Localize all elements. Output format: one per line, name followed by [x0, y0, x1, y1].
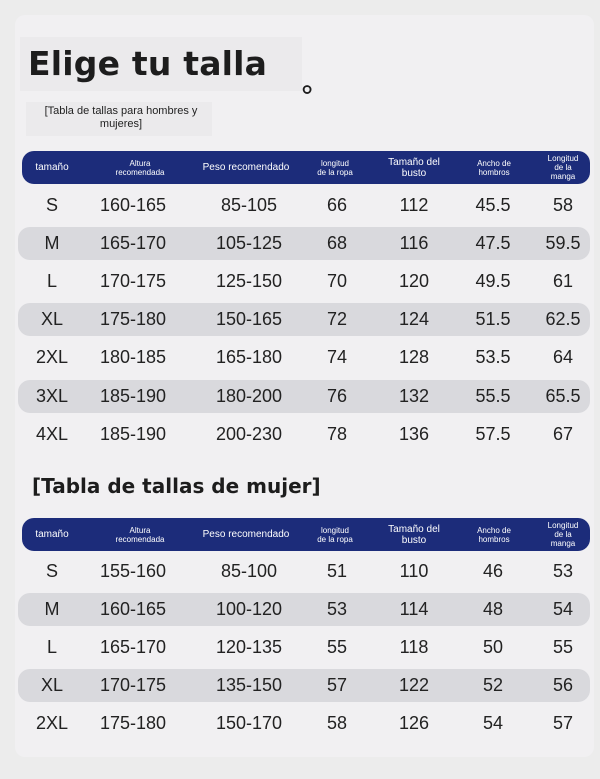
cell-size: 4XL	[35, 423, 69, 444]
cell-length: 72	[326, 309, 348, 330]
cell-sleeve: 67	[552, 423, 574, 444]
title-mark: 。	[302, 65, 331, 98]
cell-height: 160-165	[99, 195, 167, 215]
cell-height: 185-190	[99, 385, 167, 406]
cell-length: 68	[326, 233, 348, 254]
cell-sleeve: 57	[552, 713, 574, 734]
cell-weight: 135-150	[215, 675, 283, 696]
cell-length: 76	[326, 385, 348, 406]
cell-weight: 125-150	[215, 271, 283, 292]
cell-bust: 128	[398, 347, 430, 368]
page-title: Elige tu talla	[28, 44, 268, 83]
cell-height: 180-185	[99, 347, 167, 368]
header-bust: Tamaño del busto	[388, 523, 440, 546]
cell-bust: 124	[398, 309, 430, 330]
cell-height: 170-175	[99, 271, 167, 292]
cell-bust: 116	[399, 233, 429, 254]
cell-size: 3XL	[35, 385, 69, 406]
cell-bust: 132	[398, 385, 430, 406]
cell-weight: 85-100	[220, 561, 278, 581]
cell-shoulder: 47.5	[475, 233, 511, 254]
cell-bust: 110	[399, 561, 429, 581]
cell-sleeve: 59.5	[545, 233, 581, 254]
cell-height: 170-175	[99, 675, 167, 696]
header-shoulder: Ancho de hombros	[477, 525, 511, 544]
cell-weight: 85-105	[220, 195, 278, 215]
cell-length: 51	[326, 561, 348, 581]
cell-shoulder: 53.5	[475, 347, 511, 368]
header-weight: Peso recomendado	[202, 529, 290, 540]
cell-shoulder: 55.5	[475, 385, 511, 406]
header-sleeve: Longitud de la manga	[547, 521, 579, 548]
cell-size: 2XL	[35, 713, 69, 734]
header-bust: Tamaño del busto	[388, 156, 440, 179]
cell-sleeve: 58	[552, 195, 574, 215]
cell-height: 165-170	[99, 637, 167, 658]
header-sleeve: Longitud de la manga	[547, 154, 579, 181]
cell-size: XL	[40, 309, 64, 330]
cell-height: 175-180	[99, 309, 167, 330]
cell-sleeve: 65.5	[545, 385, 581, 406]
header-length: longitud de la ropa	[317, 158, 353, 177]
table1-subtitle: [Tabla de tallas para hombres y mujeres]	[44, 105, 198, 130]
header-height: Altura recomendada	[115, 525, 165, 544]
header-weight: Peso recomendado	[202, 162, 290, 173]
cell-height: 160-165	[99, 599, 167, 620]
cell-bust: 120	[398, 271, 430, 292]
cell-shoulder: 46	[482, 561, 504, 581]
cell-bust: 126	[398, 713, 430, 734]
cell-length: 74	[326, 347, 348, 368]
header-length: longitud de la ropa	[317, 525, 353, 544]
cell-bust: 114	[399, 599, 429, 620]
cell-size: XL	[40, 675, 64, 696]
table1-header	[22, 151, 590, 184]
cell-sleeve: 61	[552, 271, 574, 292]
cell-shoulder: 49.5	[475, 271, 511, 292]
cell-size: 2XL	[35, 347, 69, 368]
cell-weight: 180-200	[215, 385, 283, 406]
cell-weight: 120-135	[215, 637, 283, 658]
cell-height: 185-190	[99, 423, 167, 444]
cell-bust: 118	[399, 637, 429, 658]
cell-size: M	[44, 233, 60, 254]
cell-size: L	[46, 271, 58, 292]
cell-size: S	[45, 195, 59, 215]
cell-bust: 122	[398, 675, 430, 696]
cell-size: S	[45, 561, 59, 581]
cell-bust: 112	[399, 195, 429, 215]
table2-header	[22, 518, 590, 551]
cell-length: 66	[326, 195, 348, 215]
cell-shoulder: 52	[482, 675, 504, 696]
header-size: tamaño	[35, 529, 69, 540]
cell-length: 53	[326, 599, 348, 620]
cell-shoulder: 54	[482, 713, 504, 734]
cell-weight: 150-165	[215, 309, 283, 330]
cell-sleeve: 56	[552, 675, 574, 696]
cell-bust: 136	[398, 423, 430, 444]
cell-shoulder: 48	[482, 599, 504, 620]
cell-size: L	[46, 637, 58, 658]
header-size: tamaño	[35, 162, 69, 173]
cell-length: 70	[326, 271, 348, 292]
header-shoulder: Ancho de hombros	[477, 158, 511, 177]
header-height: Altura recomendada	[115, 158, 165, 177]
cell-length: 55	[326, 637, 348, 658]
cell-weight: 105-125	[215, 233, 283, 254]
cell-weight: 100-120	[215, 599, 283, 620]
cell-weight: 150-170	[215, 713, 283, 734]
table2-title: [Tabla de tallas de mujer]	[32, 474, 321, 498]
cell-shoulder: 50	[482, 637, 504, 658]
cell-size: M	[44, 599, 60, 620]
cell-sleeve: 64	[552, 347, 574, 368]
cell-sleeve: 62.5	[545, 309, 581, 330]
cell-shoulder: 57.5	[475, 423, 511, 444]
cell-shoulder: 51.5	[475, 309, 511, 330]
cell-height: 155-160	[99, 561, 167, 581]
cell-height: 165-170	[99, 233, 167, 254]
cell-weight: 165-180	[215, 347, 283, 368]
cell-weight: 200-230	[215, 423, 283, 444]
cell-height: 175-180	[99, 713, 167, 734]
cell-shoulder: 45.5	[475, 195, 511, 215]
cell-length: 57	[326, 675, 348, 696]
cell-sleeve: 55	[552, 637, 574, 658]
cell-length: 78	[326, 423, 348, 444]
cell-sleeve: 53	[552, 561, 574, 581]
cell-length: 58	[326, 713, 348, 734]
cell-sleeve: 54	[552, 599, 574, 620]
